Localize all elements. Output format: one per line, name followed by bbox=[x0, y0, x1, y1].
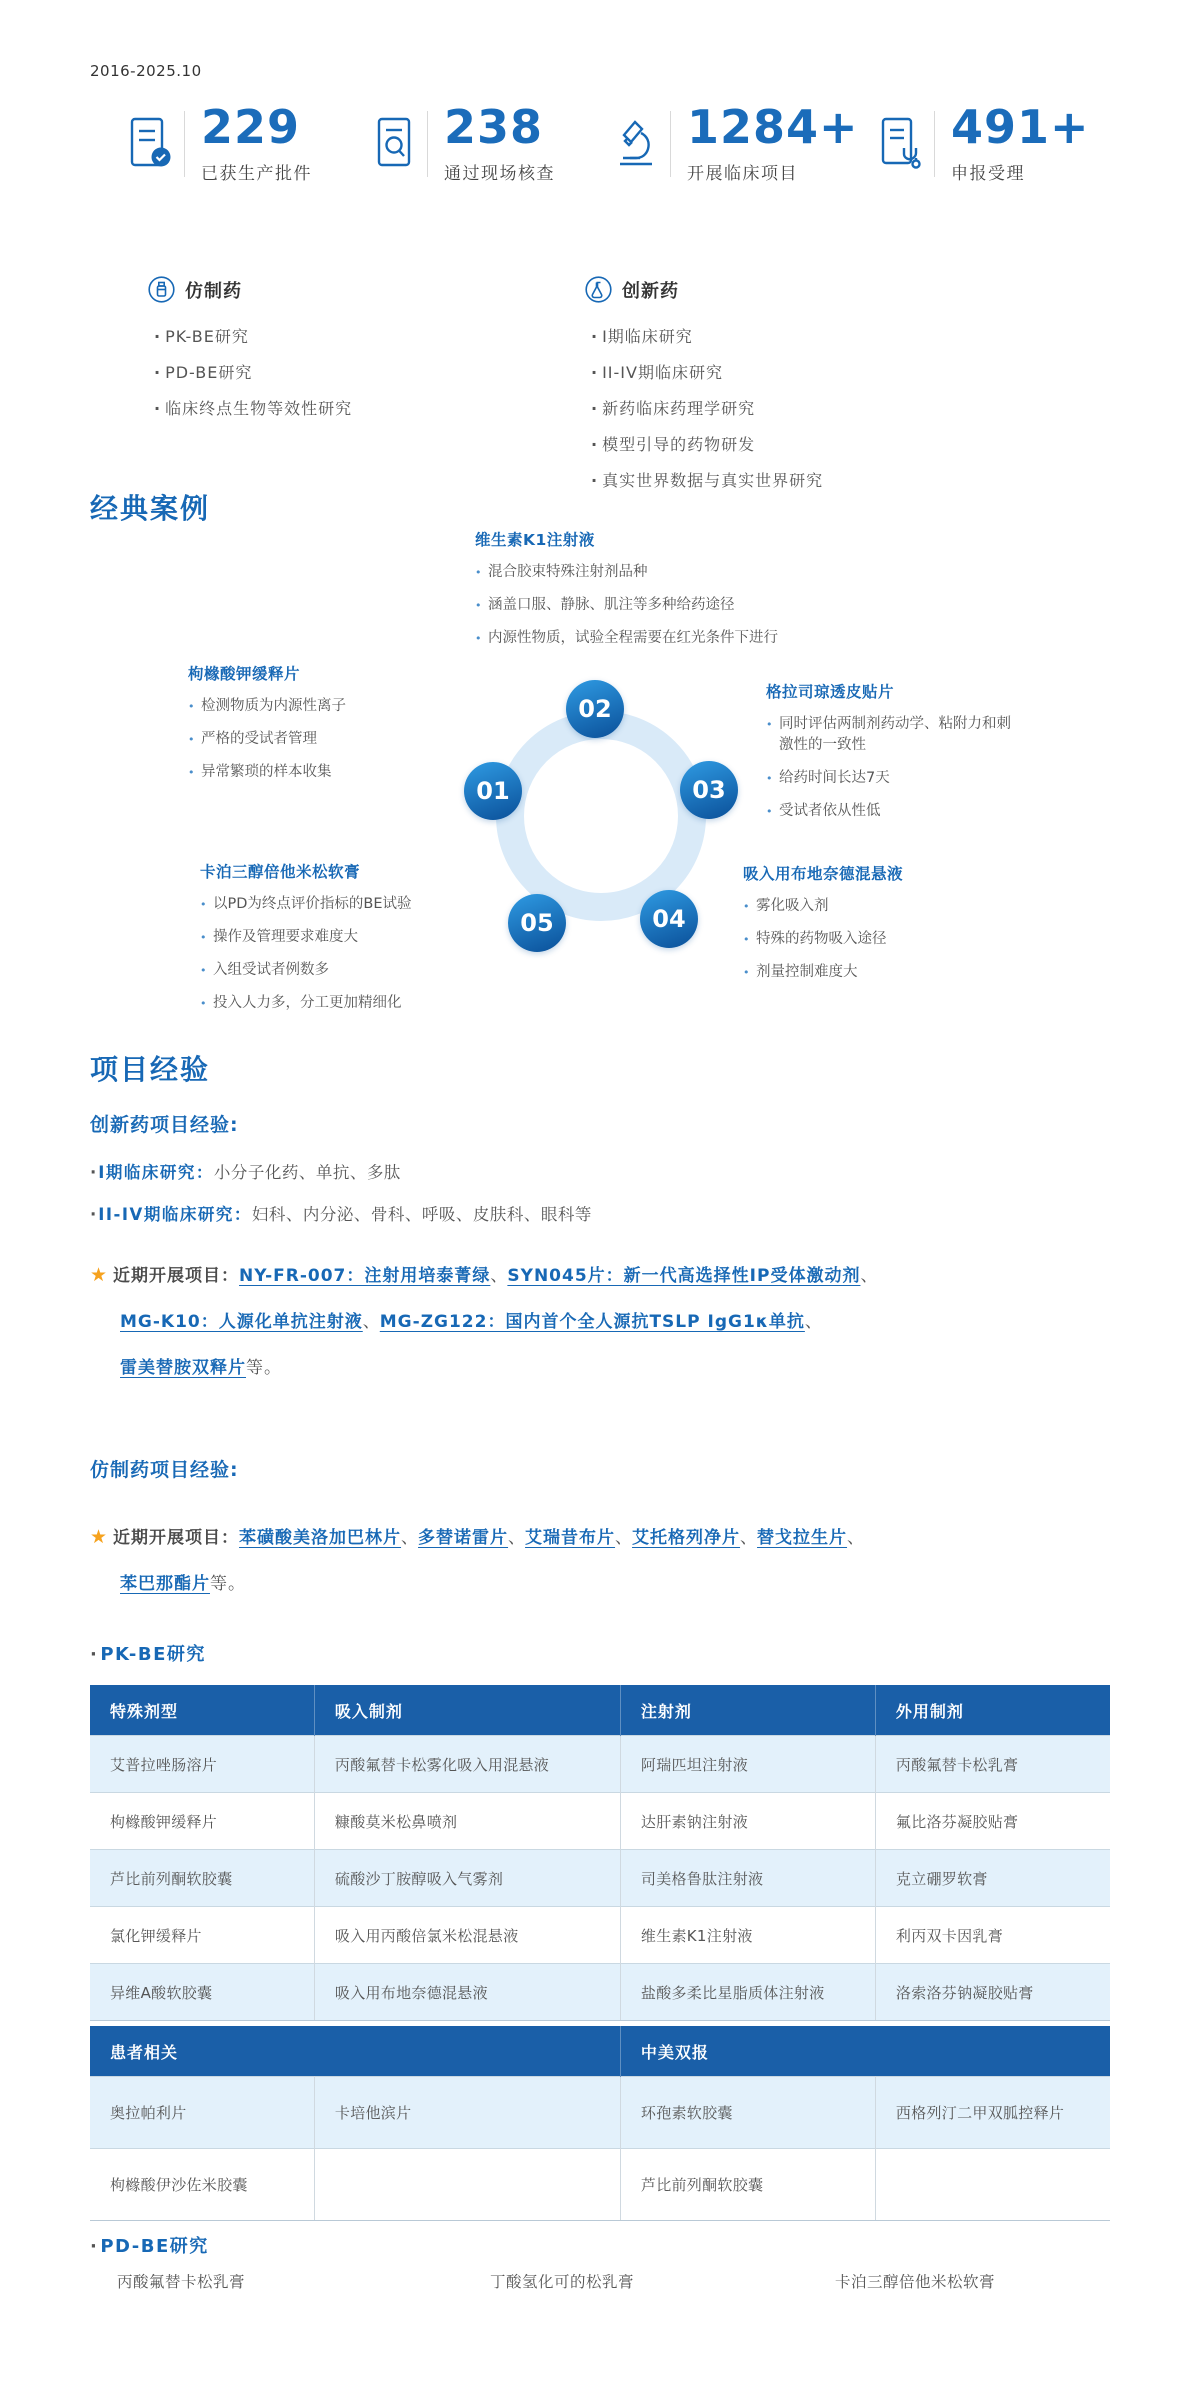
services-columns bbox=[90, 276, 1110, 490]
stat-card bbox=[128, 100, 312, 184]
table-header-cell: 吸入制剂 bbox=[314, 1685, 620, 1736]
pd-be-item: 丙酸氟替卡松乳膏 bbox=[117, 2273, 246, 2291]
step-circle-05: 05 bbox=[508, 894, 566, 952]
stat-text bbox=[687, 100, 859, 184]
pd-be-item: 丁酸氢化可的松乳膏 bbox=[490, 2273, 635, 2291]
table-cell: 芦比前列酮软胶囊 bbox=[90, 1850, 314, 1907]
stat-value: 491+ bbox=[951, 100, 1090, 154]
case-point: • 严格的受试者管理 bbox=[188, 729, 448, 750]
case-points bbox=[475, 562, 810, 649]
case-card bbox=[200, 860, 500, 1026]
table-cell: 阿瑞匹坦注射液 bbox=[620, 1736, 875, 1793]
case-point: • 雾化吸入剂 bbox=[743, 896, 1003, 917]
innovation-recent-projects bbox=[90, 1262, 1102, 1401]
service-item: · PK-BE研究 bbox=[154, 319, 352, 355]
flask-icon bbox=[585, 276, 612, 303]
project-link[interactable]: 艾托格列净片 bbox=[632, 1528, 741, 1548]
stat-divider bbox=[934, 111, 935, 177]
link-separator: 、 bbox=[615, 1528, 633, 1548]
case-point: • 受试者依从性低 bbox=[766, 801, 1016, 822]
project-link[interactable]: 替戈拉生片 bbox=[757, 1528, 848, 1548]
document-check-icon bbox=[128, 116, 174, 172]
case-card bbox=[475, 528, 810, 661]
service-title: 创新药 bbox=[622, 280, 679, 302]
innovation-experience-heading: 创新药项目经验: bbox=[90, 1114, 239, 1136]
table-header-cell: 注射剂 bbox=[620, 1685, 875, 1736]
project-link[interactable]: MG-ZG122：国内首个全人源抗TSLP IgG1κ单抗 bbox=[379, 1312, 805, 1332]
table-cell: 吸入用丙酸倍氯米松混悬液 bbox=[314, 1907, 620, 1964]
table-cell: 异维A酸软胶囊 bbox=[90, 1964, 314, 2021]
recent-projects-line bbox=[90, 1309, 1102, 1336]
stat-label: 申报受理 bbox=[951, 164, 1025, 184]
table-cell: 克立硼罗软膏 bbox=[875, 1850, 1110, 1907]
service-header bbox=[585, 276, 823, 303]
case-title: 卡泊三醇倍他米松软膏 bbox=[200, 863, 361, 881]
case-point: • 入组受试者例数多 bbox=[200, 960, 500, 981]
case-title: 枸橼酸钾缓释片 bbox=[188, 665, 301, 683]
recent-projects-suffix: 等。 bbox=[246, 1358, 282, 1378]
service-item: · 新药临床药理学研究 bbox=[591, 391, 823, 427]
star-icon: ★ bbox=[90, 1526, 108, 1548]
service-item: · 临床终点生物等效性研究 bbox=[154, 391, 352, 427]
case-card bbox=[766, 680, 1016, 834]
table-row bbox=[90, 1964, 1110, 2021]
pk-be-table bbox=[90, 1685, 1110, 2021]
step-circle-02: 02 bbox=[566, 680, 624, 738]
link-separator: 、 bbox=[860, 1266, 878, 1286]
project-experience-heading: 项目经验 bbox=[90, 1053, 211, 1086]
generic-recent-projects bbox=[90, 1524, 1102, 1617]
case-point: • 投入人力多，分工更加精细化 bbox=[200, 993, 500, 1014]
table-cell: 糠酸莫米松鼻喷剂 bbox=[314, 1793, 620, 1850]
pk-be-heading: · PK-BE研究 bbox=[90, 1640, 206, 1666]
step-circle-03: 03 bbox=[680, 761, 738, 819]
service-header bbox=[148, 276, 352, 303]
stat-label: 已获生产批件 bbox=[201, 164, 312, 184]
stat-divider bbox=[670, 111, 671, 177]
case-point: • 以PD为终点评价指标的BE试验 bbox=[200, 894, 500, 915]
recent-projects-label: 近期开展项目： bbox=[113, 1528, 240, 1548]
link-separator: 、 bbox=[740, 1528, 758, 1548]
case-points bbox=[200, 894, 500, 1014]
stat-card bbox=[371, 100, 555, 184]
table-header-cell: 外用制剂 bbox=[875, 1685, 1110, 1736]
experience-line bbox=[90, 1160, 1100, 1186]
case-point: • 涵盖口服、静脉、肌注等多种给药途径 bbox=[475, 595, 810, 616]
table-header-cell: 特殊剂型 bbox=[90, 1685, 314, 1736]
table-cell: 氟比洛芬凝胶贴膏 bbox=[875, 1793, 1110, 1850]
table-header-row bbox=[90, 1685, 1110, 1736]
service-column bbox=[148, 276, 352, 427]
link-separator: 、 bbox=[401, 1528, 419, 1548]
case-card bbox=[743, 862, 1003, 995]
service-title: 仿制药 bbox=[185, 280, 242, 302]
date-range: 2016-2025.10 bbox=[90, 62, 202, 80]
table-header-row bbox=[90, 2026, 1110, 2077]
link-separator: 、 bbox=[804, 1312, 822, 1332]
step-circle-01: 01 bbox=[464, 762, 522, 820]
table-header-cell: 中美双报 bbox=[620, 2026, 1110, 2077]
stats-row bbox=[90, 100, 1140, 204]
table-cell: 枸橼酸钾缓释片 bbox=[90, 1793, 314, 1850]
case-point: • 给药时间长达7天 bbox=[766, 768, 1016, 789]
experience-text: 小分子化药、单抗、多肽 bbox=[213, 1163, 401, 1182]
table-header-cell: 患者相关 bbox=[90, 2026, 620, 2077]
patient-cn-us-table bbox=[90, 2026, 1110, 2221]
step-circle-04: 04 bbox=[640, 890, 698, 948]
table-cell: 洛索洛芬钠凝胶贴膏 bbox=[875, 1964, 1110, 2021]
case-points bbox=[766, 714, 1016, 822]
link-separator: 、 bbox=[490, 1266, 508, 1286]
table-cell: 司美格鲁肽注射液 bbox=[620, 1850, 875, 1907]
star-icon: ★ bbox=[90, 1264, 108, 1286]
stat-card bbox=[614, 100, 859, 184]
project-link[interactable]: 苯巴那酯片 bbox=[120, 1574, 210, 1594]
classic-cases-heading: 经典案例 bbox=[90, 492, 211, 525]
project-link[interactable]: 艾瑞昔布片 bbox=[525, 1528, 616, 1548]
case-point: • 混合胶束特殊注射剂品种 bbox=[475, 562, 810, 583]
case-points bbox=[743, 896, 1003, 983]
case-point: • 检测物质为内源性离子 bbox=[188, 696, 448, 717]
pd-be-heading: · PD-BE研究 bbox=[90, 2232, 209, 2258]
recent-projects-line bbox=[90, 1355, 1102, 1382]
recent-projects-line bbox=[90, 1262, 1102, 1290]
stat-value: 229 bbox=[201, 100, 301, 154]
recent-projects-line bbox=[90, 1524, 1102, 1552]
case-point: • 异常繁琐的样本收集 bbox=[188, 762, 448, 783]
project-link[interactable]: 苯磺酸美洛加巴林片 bbox=[239, 1528, 402, 1548]
service-item: · PD-BE研究 bbox=[154, 355, 352, 391]
table-cell: 丙酸氟替卡松乳膏 bbox=[875, 1736, 1110, 1793]
recent-projects-line bbox=[90, 1571, 1102, 1598]
stat-text bbox=[951, 100, 1090, 184]
table-row bbox=[90, 1793, 1110, 1850]
table-row bbox=[90, 2149, 1110, 2221]
case-card bbox=[188, 662, 448, 795]
service-list bbox=[591, 319, 823, 499]
case-point: • 操作及管理要求难度大 bbox=[200, 927, 500, 948]
document-search-icon bbox=[371, 116, 417, 172]
table-cell: 芦比前列酮软胶囊 bbox=[620, 2149, 875, 2221]
table-cell: 硫酸沙丁胺醇吸入气雾剂 bbox=[314, 1850, 620, 1907]
table-cell: 奥拉帕利片 bbox=[90, 2077, 314, 2149]
pd-be-item: 卡泊三醇倍他米松软膏 bbox=[835, 2273, 996, 2291]
stat-value: 238 bbox=[444, 100, 544, 154]
service-column bbox=[585, 276, 823, 499]
table-cell: 丙酸氟替卡松雾化吸入用混悬液 bbox=[314, 1736, 620, 1793]
stat-value: 1284+ bbox=[687, 100, 859, 154]
stat-divider bbox=[427, 111, 428, 177]
stat-text bbox=[201, 100, 312, 184]
microscope-icon bbox=[614, 116, 660, 172]
table-cell bbox=[314, 2149, 620, 2221]
pill-bottle-icon bbox=[148, 276, 175, 303]
table-row bbox=[90, 2077, 1110, 2149]
table-cell: 盐酸多柔比星脂质体注射液 bbox=[620, 1964, 875, 2021]
stat-divider bbox=[184, 111, 185, 177]
innovation-experience-lines bbox=[90, 1160, 1100, 1244]
table-cell: 艾普拉唑肠溶片 bbox=[90, 1736, 314, 1793]
service-list bbox=[154, 319, 352, 427]
project-link[interactable]: SYN045片：新一代高选择性IP受体激动剂 bbox=[507, 1266, 861, 1286]
case-title: 格拉司琼透皮贴片 bbox=[766, 683, 895, 701]
recent-projects-suffix: 等。 bbox=[210, 1574, 246, 1594]
table-cell: 达肝素钠注射液 bbox=[620, 1793, 875, 1850]
service-item: · II-IV期临床研究 bbox=[591, 355, 823, 391]
project-link[interactable]: MG-K10：人源化单抗注射液 bbox=[120, 1312, 363, 1332]
link-separator: 、 bbox=[362, 1312, 380, 1332]
service-item: · I期临床研究 bbox=[591, 319, 823, 355]
generic-experience-heading: 仿制药项目经验: bbox=[90, 1459, 239, 1481]
stat-text bbox=[444, 100, 555, 184]
table-cell: 利丙双卡因乳膏 bbox=[875, 1907, 1110, 1964]
case-title: 维生素K1注射液 bbox=[475, 531, 595, 549]
link-separator: 、 bbox=[847, 1528, 865, 1548]
cycle-ring bbox=[496, 711, 706, 921]
case-point: • 内源性物质，试验全程需要在红光条件下进行 bbox=[475, 628, 810, 649]
experience-label: II-IV期临床研究： bbox=[98, 1205, 252, 1224]
table-cell: 吸入用布地奈德混悬液 bbox=[314, 1964, 620, 2021]
table-row bbox=[90, 1850, 1110, 1907]
case-point: • 同时评估两制剂药动学、粘附力和刺激性的一致性 bbox=[766, 714, 1016, 756]
table-cell: 氯化钾缓释片 bbox=[90, 1907, 314, 1964]
project-link[interactable]: NY-FR-007：注射用培泰菁绿 bbox=[239, 1266, 491, 1286]
document-medical-icon bbox=[878, 116, 924, 172]
table-cell: 环孢素软胶囊 bbox=[620, 2077, 875, 2149]
link-separator: 、 bbox=[508, 1528, 526, 1548]
case-title: 吸入用布地奈德混悬液 bbox=[743, 865, 904, 883]
table-row bbox=[90, 1907, 1110, 1964]
table-cell: 枸橼酸伊沙佐米胶囊 bbox=[90, 2149, 314, 2221]
stat-label: 开展临床项目 bbox=[687, 164, 798, 184]
project-link[interactable]: 多替诺雷片 bbox=[418, 1528, 509, 1548]
stat-card bbox=[878, 100, 1090, 184]
stat-label: 通过现场核查 bbox=[444, 164, 555, 184]
table-cell: 卡培他滨片 bbox=[314, 2077, 620, 2149]
experience-text: 妇科、内分泌、骨科、呼吸、皮肤科、眼科等 bbox=[251, 1205, 592, 1224]
case-point: • 特殊的药物吸入途径 bbox=[743, 929, 1003, 950]
service-item: · 真实世界数据与真实世界研究 bbox=[591, 463, 823, 499]
service-item: · 模型引导的药物研发 bbox=[591, 427, 823, 463]
table-cell: 维生素K1注射液 bbox=[620, 1907, 875, 1964]
case-point: • 剂量控制难度大 bbox=[743, 962, 1003, 983]
table-row bbox=[90, 1736, 1110, 1793]
pd-be-items bbox=[90, 2270, 1110, 2310]
experience-line bbox=[90, 1202, 1100, 1228]
recent-projects-label: 近期开展项目： bbox=[113, 1266, 240, 1286]
experience-label: I期临床研究： bbox=[98, 1163, 214, 1182]
project-link[interactable]: 雷美替胺双释片 bbox=[120, 1358, 246, 1378]
table-cell bbox=[875, 2149, 1110, 2221]
table-cell: 西格列汀二甲双胍控释片 bbox=[875, 2077, 1110, 2149]
case-points bbox=[188, 696, 448, 783]
classic-cases-diagram bbox=[90, 528, 1110, 1028]
